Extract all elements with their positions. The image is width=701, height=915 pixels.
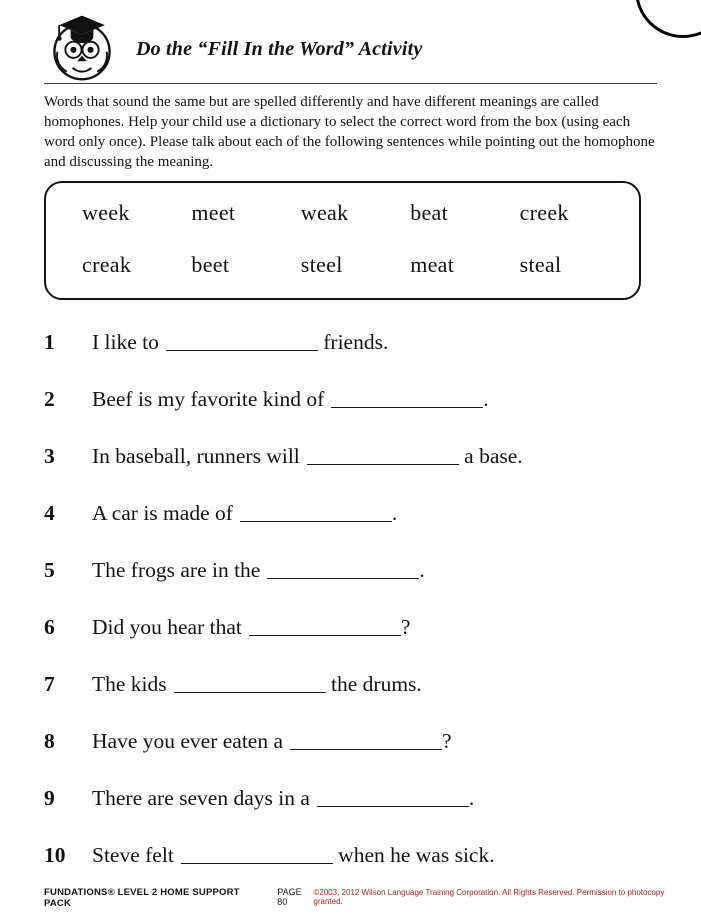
word-item: weak <box>300 200 349 225</box>
sentence-row <box>44 713 657 770</box>
sentence-text-after: . <box>483 387 489 411</box>
sentence-row <box>44 485 657 542</box>
answer-blank <box>166 333 318 351</box>
sentence-text-before: The frogs are in the <box>92 558 261 582</box>
sentence-text-after: when he was sick. <box>332 843 495 867</box>
word-item: meet <box>191 200 236 225</box>
sentence-text-before: Steve felt <box>92 843 174 867</box>
sentence-number: 2 <box>44 387 55 411</box>
answer-blank <box>240 504 392 522</box>
sentence-text-before: There are seven days in a <box>92 786 310 810</box>
answer-blank <box>317 789 469 807</box>
sentence-text-after: ? <box>442 729 452 753</box>
word-item: meat <box>410 252 455 277</box>
sentence-text-after: . <box>419 558 425 582</box>
word-item: beat <box>410 200 449 225</box>
sentence-number: 3 <box>44 444 55 468</box>
sentence-text-before: A car is made of <box>92 501 233 525</box>
sentence-text-before: Have you ever eaten a <box>92 729 284 753</box>
sentence-text-before: Did you hear that <box>92 615 242 639</box>
intro-paragraph: Words that sound the same but are spelled differently and have different meanings are called homophones. Help your child use a dictionary to select the correct word from the box (using each word only once). Please talk about each of the following sentences while pointing out the homophone and discussing the meaning. <box>44 94 655 170</box>
word-item: week <box>82 200 130 225</box>
sentence-row <box>44 542 657 599</box>
word-item: beet <box>191 252 230 277</box>
sentence-text-after: a base. <box>458 444 523 468</box>
sentence-row <box>44 599 657 656</box>
sentence-row <box>44 770 657 827</box>
word-item: steel <box>300 252 343 277</box>
page-title: Do the “Fill In the Word” Activity <box>136 38 423 60</box>
footer-page-number: PAGE 80 <box>277 887 302 907</box>
sentence-text-after: the drums. <box>325 672 422 696</box>
word-item: creak <box>82 252 132 277</box>
owl-mascot-icon <box>44 8 120 84</box>
answer-blank <box>174 675 326 693</box>
page-footer <box>44 887 689 909</box>
sentence-number: 6 <box>44 615 55 639</box>
answer-blank <box>331 390 483 408</box>
sentence-row <box>44 314 657 371</box>
sentence-number: 8 <box>44 729 55 753</box>
sentence-text-before: I like to <box>92 330 159 354</box>
answer-blank <box>249 618 401 636</box>
word-item: creek <box>519 200 569 225</box>
sentence-row <box>44 371 657 428</box>
footer-copyright: ©2003, 2012 Wilson Language Training Corporation. All Rights Reserved. Permission to photocopy granted. <box>313 888 665 906</box>
sentence-number: 5 <box>44 558 55 582</box>
sentence-text-before: Beef is my favorite kind of <box>92 387 325 411</box>
sentence-text-after: . <box>468 786 475 810</box>
answer-blank <box>307 447 459 465</box>
answer-blank <box>181 846 333 864</box>
sentence-row <box>44 656 657 713</box>
sentence-number: 1 <box>44 330 55 354</box>
homophone-word-box <box>44 181 641 300</box>
answer-blank <box>290 732 442 750</box>
header <box>44 0 657 84</box>
sentence-list <box>44 314 657 884</box>
sentence-number: 4 <box>44 501 55 525</box>
footer-brand: FUNDATIONS® LEVEL 2 HOME SUPPORT PACK <box>44 887 240 909</box>
sentence-text-after: ? <box>400 615 411 639</box>
sentence-row <box>44 428 657 485</box>
sentence-number: 10 <box>44 843 66 867</box>
sentence-row <box>44 827 657 884</box>
sentence-text-after: . <box>391 501 398 525</box>
word-item: steal <box>519 252 562 277</box>
sentence-text-before: In baseball, runners will <box>92 444 300 468</box>
answer-blank <box>267 561 419 579</box>
sentence-number: 9 <box>44 786 55 810</box>
sentence-text-after: friends. <box>317 330 389 354</box>
sentence-text-before: The kids <box>92 672 167 696</box>
sentence-number: 7 <box>44 672 55 696</box>
